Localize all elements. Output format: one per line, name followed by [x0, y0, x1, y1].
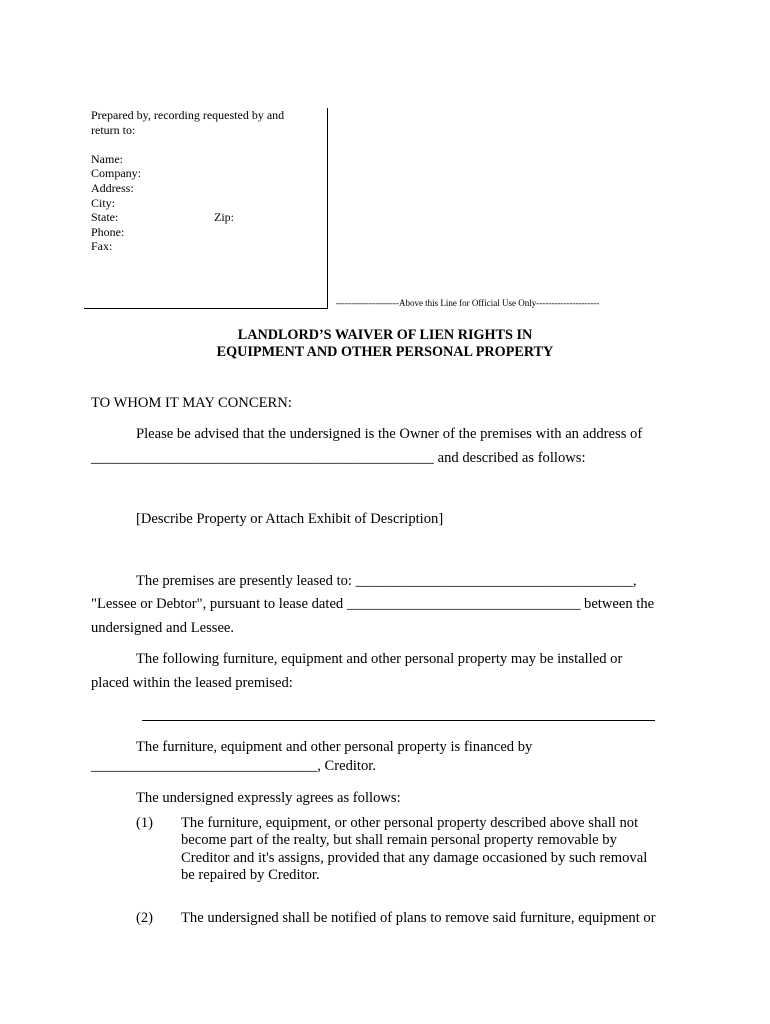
state-label: State: — [91, 210, 119, 225]
property-list-blank-line — [142, 720, 655, 721]
paragraph4-line2: _______________________________, Creditor. — [91, 758, 376, 774]
item1-number: (1) — [136, 815, 154, 831]
header-horizontal-rule — [84, 308, 328, 309]
document-title-line1: LANDLORD’S WAIVER OF LIEN RIGHTS IN — [237, 327, 533, 343]
item1-text — [181, 815, 681, 884]
official-use-line: ---------------------Above this Line for Official Use Only--------------------- — [336, 298, 600, 308]
item1-line2: become part of the realty, but shall remain personal property removable by — [181, 832, 617, 849]
describe-property-placeholder: [Describe Property or Attach Exhibit of Description] — [136, 511, 444, 527]
item2-number: (2) — [136, 910, 154, 926]
fax-label: Fax: — [91, 239, 113, 254]
item1-line3: Creditor and it's assigns, provided that any damage occasioned by such removal — [181, 849, 648, 866]
paragraph1-line1: Please be advised that the undersigned is the Owner of the premises with an address of — [136, 426, 643, 442]
item2-text — [181, 910, 681, 927]
spacer — [91, 137, 321, 152]
company-label: Company: — [91, 166, 141, 181]
return-address-block — [91, 108, 321, 254]
prepared-by-line1: Prepared by, recording requested by and — [91, 108, 285, 122]
paragraph3-line2: placed within the leased premised: — [91, 675, 293, 691]
paragraph2-line2: "Lessee or Debtor", pursuant to lease dated ________________________________ between the — [91, 596, 655, 612]
state-zip-line — [91, 210, 321, 225]
salutation: TO WHOM IT MAY CONCERN: — [91, 395, 292, 411]
name-label: Name: — [91, 151, 123, 166]
paragraph2-line1: The premises are presently leased to: ______________________________________, — [136, 573, 637, 589]
city-label: City: — [91, 195, 116, 210]
prepared-by-line2: return to: — [91, 122, 136, 137]
item1-line1: The furniture, equipment, or other personal property described above shall not — [181, 815, 639, 831]
zip-label: Zip: — [214, 210, 234, 225]
address-label: Address: — [91, 180, 134, 195]
paragraph4-line1: The furniture, equipment and other personal property is financed by — [136, 739, 533, 755]
paragraph3-line1: The following furniture, equipment and other personal property may be installed or — [136, 651, 623, 667]
header-vertical-rule — [327, 108, 328, 309]
item2-line1: The undersigned shall be notified of plans to remove said furniture, equipment or — [181, 910, 656, 926]
item1-line4: be repaired by Creditor. — [181, 866, 320, 883]
agreement-intro: The undersigned expressly agrees as follows: — [136, 790, 401, 806]
document-title-line2: EQUIPMENT AND OTHER PERSONAL PROPERTY — [216, 344, 554, 360]
paragraph2-line3: undersigned and Lessee. — [91, 620, 235, 636]
paragraph1-line2: _______________________________________________ and described as follows: — [91, 450, 586, 466]
phone-label: Phone: — [91, 224, 125, 239]
